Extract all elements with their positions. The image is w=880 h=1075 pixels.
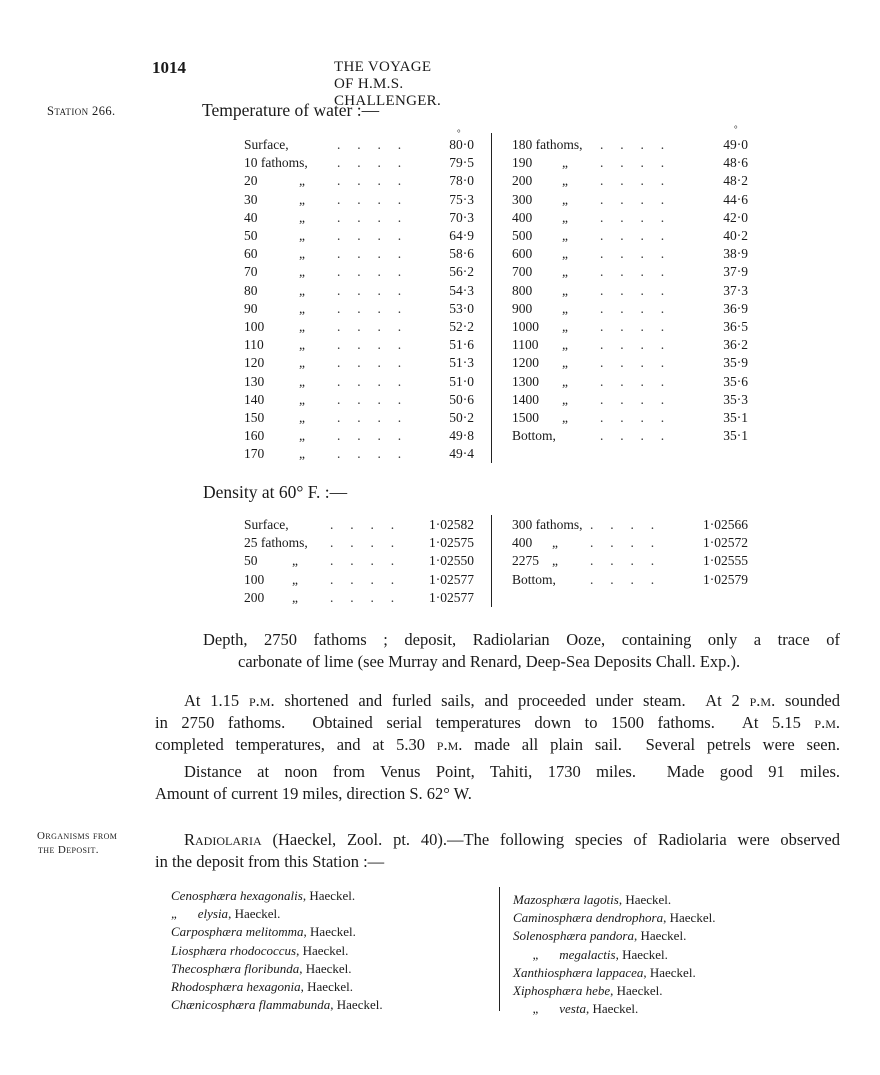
ditto-mark: „ (299, 337, 305, 353)
leader-dots: . . . . (330, 535, 395, 551)
reading-value: 50·6 (449, 391, 474, 407)
species-entry (171, 942, 383, 960)
reading-value: 78·0 (449, 173, 474, 189)
depth-label: 1500 (512, 410, 539, 426)
table-row (244, 427, 474, 445)
species-author: , Haeckel. (228, 906, 281, 922)
table-row (244, 300, 474, 318)
ditto-mark: „ (562, 355, 568, 371)
ditto-mark: „ (562, 246, 568, 262)
leader-dots: . . . . (337, 137, 402, 152)
depth-label: 700 (512, 264, 533, 280)
depth-label: 100 (244, 571, 265, 587)
leader-dots: . . . . (337, 391, 402, 407)
reading-value: 80·0 (449, 137, 474, 152)
table-row (512, 191, 748, 209)
table-row (512, 300, 748, 318)
ditto-mark: „ (299, 228, 305, 244)
reading-value: 53·0 (449, 300, 474, 316)
reading-value: 58·6 (449, 246, 474, 262)
table-row (244, 172, 474, 190)
table-row (244, 373, 474, 391)
reading-value: 79·5 (449, 155, 474, 171)
species-author: , Haeckel. (643, 964, 696, 980)
table-row (512, 136, 748, 154)
leader-dots: . . . . (337, 209, 402, 225)
depth-label: 1100 (512, 337, 539, 353)
depth-label: 90 (244, 300, 258, 316)
station-label: Station 266. (47, 104, 116, 118)
reading-value: 35·6 (723, 373, 748, 389)
reading-value: 42·0 (723, 209, 748, 225)
leader-dots: . . . . (600, 228, 665, 244)
reading-value: 1·02582 (429, 517, 474, 532)
species-name: Xanthiosphæra lappacea (513, 964, 644, 980)
reading-value: 1·02555 (703, 553, 748, 569)
species-author: , Haeckel. (663, 910, 716, 926)
species-list-right (513, 891, 715, 1018)
ditto-mark: „ (299, 300, 305, 316)
leader-dots: . . . . (337, 428, 402, 444)
species-entry (171, 923, 383, 941)
reading-value: 1·02572 (703, 535, 748, 551)
ditto-mark: „ (552, 553, 558, 569)
leader-dots: . . . . (600, 391, 665, 407)
ditto-mark: „ (562, 373, 568, 389)
leader-dots: . . . . (337, 319, 402, 335)
leader-dots: . . . . (337, 191, 402, 207)
depth-label: 170 (244, 446, 265, 462)
reading-value: 35·1 (723, 410, 748, 426)
table-row (512, 534, 748, 552)
table-row (512, 209, 748, 227)
depth-label: 600 (512, 246, 533, 262)
leader-dots: . . . . (330, 553, 395, 569)
leader-dots: . . . . (337, 155, 402, 171)
density-table-right (512, 516, 748, 589)
narrative-line: completed temperatures, and at 5.30 p.m. made all plain sail. Several petrels were seen. (155, 735, 840, 754)
reading-value: 52·2 (449, 319, 474, 335)
ditto-mark: „ (562, 282, 568, 298)
species-author: , Haeckel. (300, 979, 353, 995)
reading-value: 44·6 (723, 191, 748, 207)
leader-dots: . . . . (590, 535, 655, 551)
leader-dots: . . . . (337, 228, 402, 244)
leader-dots: . . . . (600, 173, 665, 189)
depth-label: 200 (512, 173, 533, 189)
reading-value: 75·3 (449, 191, 474, 207)
depth-label: 30 (244, 191, 258, 207)
species-column-divider (499, 887, 500, 1011)
ditto-mark: „ (299, 246, 305, 262)
leader-dots: . . . . (337, 410, 402, 426)
species-name: Cenosphæra hexagonalis (171, 888, 303, 903)
ditto-mark: „ (562, 228, 568, 244)
species-name: Thecosphæra floribunda (171, 960, 300, 976)
density-column-divider (491, 515, 492, 607)
reading-value: 1·02550 (429, 553, 474, 569)
reading-value: 50·2 (449, 410, 474, 426)
species-author: , Haeckel. (303, 924, 356, 940)
ditto-mark: „ (299, 319, 305, 335)
table-row (244, 318, 474, 336)
depth-label: 180 fathoms, (512, 137, 583, 152)
narrative-paragraph-2-line-1: Distance at noon from Venus Point, Tahiti, 1730 miles. Made good 91 miles. (184, 762, 840, 781)
ditto-mark: „ (552, 535, 558, 551)
table-row (244, 354, 474, 372)
table-row (244, 589, 474, 607)
leader-dots: . . . . (590, 553, 655, 569)
reading-value: 1·02575 (429, 535, 474, 551)
ditto-mark: „ (299, 446, 305, 462)
depth-label: 40 (244, 209, 258, 225)
species-author: , Haeckel. (633, 928, 687, 944)
degree-mark-left: ° (457, 128, 461, 138)
ditto-mark: „ (562, 209, 568, 225)
species-name: Xiphosphæra hebe (513, 983, 611, 999)
leader-dots: . . . . (330, 517, 395, 532)
table-row (244, 391, 474, 409)
depth-label: 800 (512, 282, 533, 298)
depth-label: 1300 (512, 373, 539, 389)
table-row (244, 263, 474, 281)
species-name: Rhodosphæra hexagonia (171, 979, 301, 995)
depth-label: 110 (244, 337, 264, 353)
species-entry (513, 946, 715, 964)
depth-label: 1200 (512, 355, 539, 371)
species-name: Mazosphæra lagotis (513, 892, 619, 907)
leader-dots: . . . . (337, 355, 402, 371)
depth-label: 20 (244, 173, 258, 189)
depth-label: 10 fathoms, (244, 155, 308, 171)
leader-dots: . . . . (337, 373, 402, 389)
ditto-mark: „ (299, 355, 305, 371)
reading-value: 49·8 (449, 428, 474, 444)
leader-dots: . . . . (600, 209, 665, 225)
table-row (244, 552, 474, 570)
leader-dots: . . . . (337, 337, 402, 353)
leader-dots: . . . . (600, 428, 665, 444)
leader-dots: . . . . (337, 264, 402, 280)
table-row (512, 516, 748, 534)
table-row (244, 445, 474, 463)
narrative-paragraph-2-line-2: Amount of current 19 miles, direction S. 62° W. (155, 784, 472, 803)
species-author: , Haeckel. (585, 1001, 639, 1017)
ditto-mark: „ (299, 173, 305, 189)
reading-value: 35·1 (723, 428, 748, 444)
reading-value: 64·9 (449, 228, 474, 244)
species-entry (171, 905, 383, 923)
ditto-mark: „ (299, 209, 305, 225)
leader-dots: . . . . (600, 137, 665, 152)
depth-label: 120 (244, 355, 265, 371)
radiolaria-heading-line-2: in the deposit from this Station :— (155, 852, 385, 871)
depth-label: 1400 (512, 391, 539, 407)
table-row (512, 172, 748, 190)
reading-value: 70·3 (449, 209, 474, 225)
reading-value: 38·9 (723, 246, 748, 262)
table-row (512, 318, 748, 336)
ditto-mark: „ (299, 191, 305, 207)
table-row (512, 552, 748, 570)
ditto-mark: „ (562, 173, 568, 189)
species-list-left (171, 887, 383, 1014)
species-author: , Haeckel. (330, 997, 383, 1013)
reading-value: 48·6 (723, 155, 748, 171)
species-author: , Haeckel. (618, 892, 672, 907)
species-entry (171, 996, 383, 1014)
table-row (244, 516, 474, 534)
table-row (512, 427, 748, 445)
table-row (244, 227, 474, 245)
depth-label: Surface, (244, 137, 289, 152)
radiolaria-heading-line-1: Radiolaria (Haeckel, Zool. pt. 40).—The following species of Radiolaria were observed (184, 830, 840, 849)
species-entry (513, 982, 715, 1000)
leader-dots: . . . . (600, 282, 665, 298)
density-table-left (244, 516, 474, 607)
table-row (244, 191, 474, 209)
narrative-line: At 1.15 p.m. shortened and furled sails, and proceeded under steam. At 2 p.m. sounded (184, 691, 841, 710)
depth-label: 400 (512, 535, 533, 551)
depth-label: 300 fathoms, (512, 517, 583, 532)
table-row (244, 336, 474, 354)
species-entry (513, 964, 715, 982)
table-row (512, 571, 748, 589)
leader-dots: . . . . (600, 410, 665, 426)
running-title: THE VOYAGE OF H.M.S. CHALLENGER. (334, 59, 442, 109)
species-author: , Haeckel. (299, 960, 352, 976)
table-row (512, 245, 748, 263)
table-row (512, 391, 748, 409)
table-row (244, 534, 474, 552)
leader-dots: . . . . (337, 300, 402, 316)
species-author: , Haeckel. (302, 888, 356, 903)
species-name: Caminosphæra dendrophora (513, 910, 664, 926)
leader-dots: . . . . (600, 319, 665, 335)
species-name: Liosphæra rhodococcus (171, 942, 297, 958)
radiolaria-heading-word: Radiolaria (184, 830, 262, 849)
depth-label: 130 (244, 373, 265, 389)
reading-value: 51·6 (449, 337, 474, 353)
depth-line-1: Depth, 2750 fathoms ; deposit, Radiolarian Ooze, containing only a trace of (203, 630, 840, 649)
ditto-mark: „ (299, 282, 305, 298)
leader-dots: . . . . (600, 264, 665, 280)
depth-line-2: carbonate of lime (see Murray and Renard, Deep-Sea Deposits Chall. Exp.). (238, 652, 741, 671)
species-name: Chænicosphæra flammabunda (171, 997, 331, 1013)
temperature-title: Temperature of water :— (202, 100, 380, 120)
depth-label: 1000 (512, 319, 539, 335)
species-name: Carposphæra melitomma (171, 924, 304, 940)
ditto-mark: „ (299, 428, 305, 444)
temperature-table-left (244, 136, 474, 464)
table-row (512, 227, 748, 245)
leader-dots: . . . . (600, 191, 665, 207)
leader-dots: . . . . (337, 246, 402, 262)
reading-value: 1·02577 (429, 571, 474, 587)
reading-value: 36·5 (723, 319, 748, 335)
depth-label: 400 (512, 209, 533, 225)
reading-value: 36·2 (723, 337, 748, 353)
temperature-table-right (512, 136, 748, 445)
reading-value: 1·02579 (703, 571, 748, 587)
species-name: „ megalactis (513, 946, 616, 962)
table-row (244, 409, 474, 427)
species-author: , Haeckel. (615, 946, 668, 962)
leader-dots: . . . . (330, 571, 395, 587)
table-row (244, 209, 474, 227)
species-entry (171, 887, 383, 905)
depth-label: 25 fathoms, (244, 535, 308, 551)
species-entry (513, 891, 715, 909)
species-name: „ elysia (171, 906, 229, 922)
leader-dots: . . . . (330, 589, 395, 605)
reading-value: 35·3 (723, 391, 748, 407)
depth-label: 60 (244, 246, 258, 262)
leader-dots: . . . . (590, 517, 655, 532)
reading-value: 35·9 (723, 355, 748, 371)
leader-dots: . . . . (600, 300, 665, 316)
reading-value: 1·02577 (429, 589, 474, 605)
table-row (244, 136, 474, 154)
table-row (512, 373, 748, 391)
species-entry (171, 978, 383, 996)
ditto-mark: „ (562, 337, 568, 353)
density-title: Density at 60° F. :— (203, 482, 348, 502)
reading-value: 49·4 (449, 446, 474, 462)
reading-value: 37·3 (723, 282, 748, 298)
side-heading-line-2: the Deposit. (38, 844, 99, 856)
ditto-mark: „ (299, 373, 305, 389)
leader-dots: . . . . (600, 246, 665, 262)
leader-dots: . . . . (337, 282, 402, 298)
ditto-mark: „ (562, 319, 568, 335)
leader-dots: . . . . (590, 571, 655, 587)
depth-label: 2275 (512, 553, 539, 569)
ditto-mark: „ (562, 300, 568, 316)
table-row (512, 154, 748, 172)
side-heading-line-1: Organisms from (37, 830, 118, 842)
ditto-mark: „ (292, 571, 298, 587)
leader-dots: . . . . (600, 155, 665, 171)
depth-label: 140 (244, 391, 265, 407)
reading-value: 48·2 (723, 173, 748, 189)
reading-value: 54·3 (449, 282, 474, 298)
table-row (244, 154, 474, 172)
table-row (244, 571, 474, 589)
page-header (152, 58, 442, 109)
leader-dots: . . . . (600, 355, 665, 371)
depth-label: 900 (512, 300, 533, 316)
reading-value: 51·3 (449, 355, 474, 371)
leader-dots: . . . . (600, 373, 665, 389)
table-row (512, 282, 748, 300)
ditto-mark: „ (562, 155, 568, 171)
depth-label: 50 (244, 553, 258, 569)
table-row (244, 282, 474, 300)
temperature-column-divider (491, 133, 492, 463)
species-name: „ vesta (513, 1001, 586, 1017)
depth-label: 70 (244, 264, 258, 280)
ditto-mark: „ (562, 391, 568, 407)
species-entry (513, 927, 715, 945)
depth-label: 160 (244, 428, 265, 444)
narrative-line: in 2750 fathoms. Obtained serial temperatures down to 1500 fathoms. At 5.15 p.m. (155, 713, 840, 732)
ditto-mark: „ (299, 391, 305, 407)
reading-value: 1·02566 (703, 517, 748, 532)
depth-label: 50 (244, 228, 258, 244)
depth-label: Surface, (244, 517, 289, 532)
reading-value: 36·9 (723, 300, 748, 316)
table-row (512, 409, 748, 427)
depth-label: 300 (512, 191, 533, 207)
narrative-paragraph-1 (155, 690, 840, 756)
depth-label: 100 (244, 319, 265, 335)
ditto-mark: „ (562, 264, 568, 280)
ditto-mark: „ (299, 410, 305, 426)
ditto-mark: „ (292, 589, 298, 605)
depth-label: 190 (512, 155, 533, 171)
ditto-mark: „ (562, 410, 568, 426)
organisms-side-heading (37, 829, 117, 857)
table-row (244, 245, 474, 263)
page-number: 1014 (152, 58, 186, 77)
ditto-mark: „ (299, 264, 305, 280)
degree-mark-right: ° (734, 124, 738, 134)
species-name: Solenosphæra pandora (513, 928, 634, 944)
ditto-mark: „ (292, 553, 298, 569)
reading-value: 51·0 (449, 373, 474, 389)
depth-label: Bottom, (512, 571, 556, 587)
depth-label: 200 (244, 589, 265, 605)
species-entry (513, 1000, 715, 1018)
ditto-mark: „ (562, 191, 568, 207)
reading-value: 37·9 (723, 264, 748, 280)
table-row (512, 336, 748, 354)
species-entry (513, 909, 715, 927)
species-entry (171, 960, 383, 978)
depth-label: 150 (244, 410, 265, 426)
depth-label: 500 (512, 228, 533, 244)
depth-label: Bottom, (512, 428, 556, 444)
table-row (512, 263, 748, 281)
reading-value: 40·2 (723, 228, 748, 244)
species-author: , Haeckel. (610, 983, 663, 999)
species-author: , Haeckel. (296, 942, 349, 958)
reading-value: 56·2 (449, 264, 474, 280)
leader-dots: . . . . (600, 337, 665, 353)
depth-label: 80 (244, 282, 258, 298)
table-row (512, 354, 748, 372)
leader-dots: . . . . (337, 173, 402, 189)
leader-dots: . . . . (337, 446, 402, 462)
reading-value: 49·0 (723, 137, 748, 152)
